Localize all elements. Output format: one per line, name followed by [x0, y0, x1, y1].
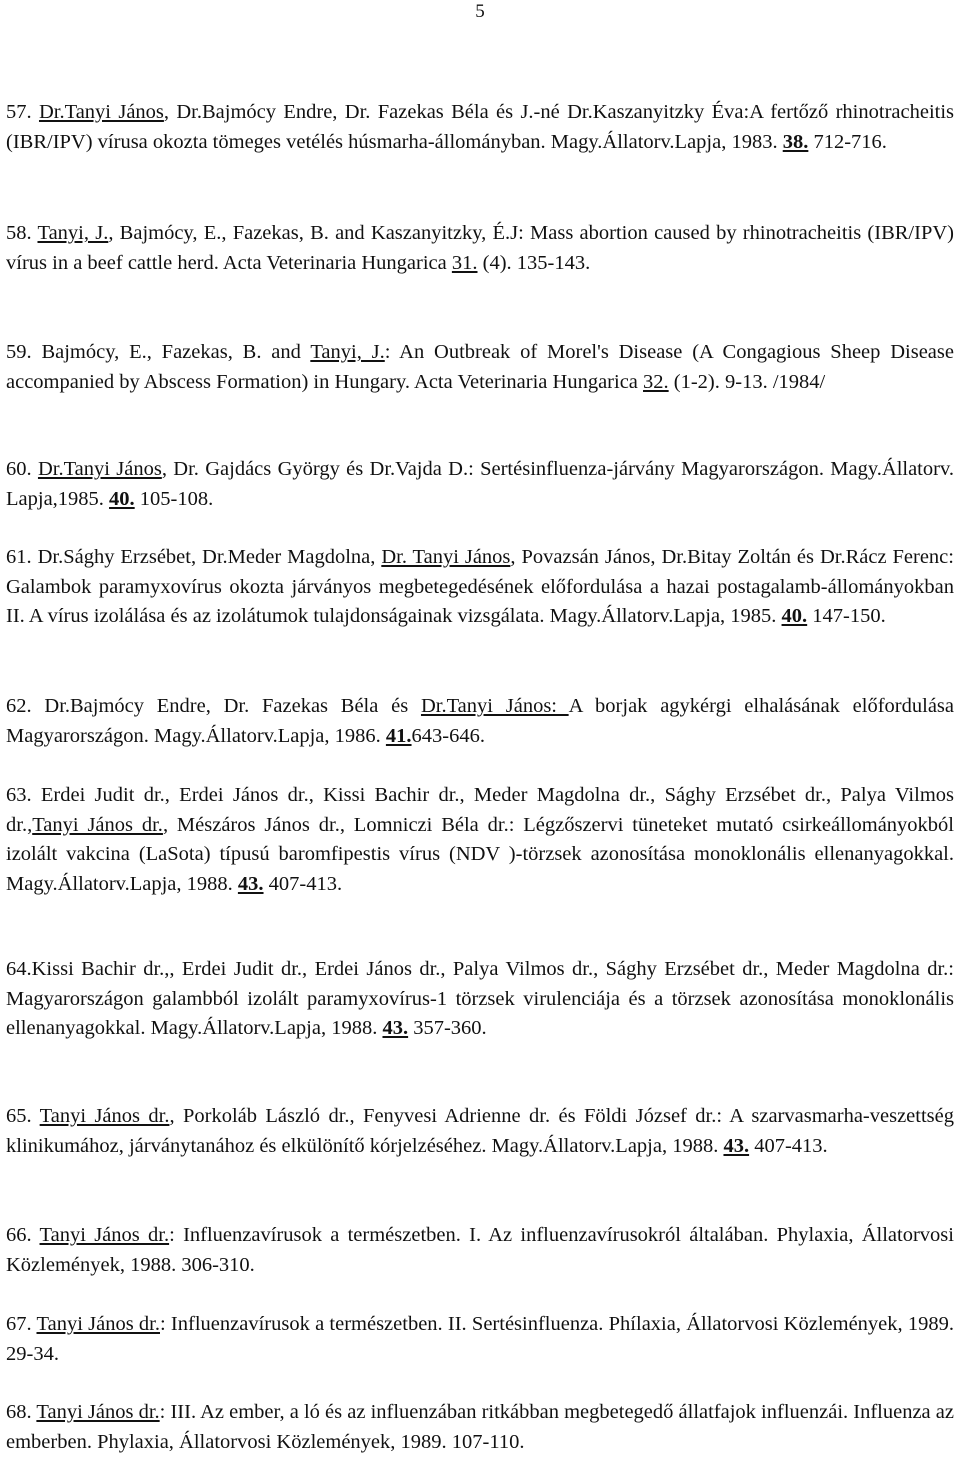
reference-entry-64: [6, 955, 954, 1044]
entry-text: 62. Dr.Bajmócy Endre, Dr. Fazekas Béla és: [6, 695, 421, 717]
reference-entry-58: [6, 219, 954, 278]
entry-text: 65.: [6, 1105, 40, 1127]
entry-text: 407-413.: [263, 872, 343, 895]
entry-text: 61. Dr.Sághy Erzsébet, Dr.Meder Magdolna,: [6, 546, 382, 568]
reference-entry-66: [6, 1221, 954, 1280]
reference-entry-62: [6, 692, 954, 751]
volume-number: 43.: [237, 872, 264, 895]
underlined-author: Dr.Tanyi János: [37, 458, 162, 480]
underlined-author: Tanyi János dr.: [32, 813, 163, 836]
entry-text: (4). 135-143.: [477, 251, 591, 274]
underlined-author: Dr. Tanyi János: [381, 546, 511, 568]
entry-text: , Bajmócy, E., Fazekas, B. and Kaszanyitzky, É.J: Mass abortion caused by rhinotracheitis (IBR/IPV) vírus in a beef cattle herd. Acta Veterinaria Hungarica: [6, 222, 954, 274]
entry-text: : Influenzavírusok a természetben. II. Sertésinfluenza. Phílaxia, Állatorvosi Közlemények, 1989. 29-34.: [6, 1313, 955, 1365]
entry-text: 60.: [6, 458, 38, 480]
entry-text: 59. Bajmócy, E., Fazekas, B. and: [6, 341, 311, 363]
entry-text: 68.: [6, 1401, 37, 1423]
volume-number: 41.: [385, 724, 412, 747]
underlined-author: Tanyi, J.: [37, 222, 109, 244]
entry-text: 643-646.: [411, 724, 485, 747]
reference-entry-65: [6, 1102, 954, 1161]
volume-number: 43.: [382, 1017, 409, 1039]
underlined-author: Tanyi János dr.: [39, 1224, 170, 1246]
entry-text: 67.: [6, 1313, 37, 1335]
underlined-author: Dr.Tanyi János: [38, 101, 164, 123]
volume-number: 40.: [781, 605, 808, 627]
entry-text: 712-716.: [808, 130, 887, 153]
entry-text: 66.: [6, 1224, 40, 1246]
entry-text: , Mészáros János dr., Lomniczi Béla dr.: Légzőszervi tüneteket mutató csirkeállományokból izolált vakcina (LaSota) típusú baromfipestis vírus (NDV )-törzsek azonosítása monoklonális ellenanyagokkal. Magy.Állatorv.Lapja, 1988.: [6, 813, 954, 895]
entry-text: (1-2). 9-13. /1984/: [668, 370, 826, 393]
reference-entry-68: [6, 1398, 954, 1457]
entry-text: 58.: [6, 222, 38, 244]
reference-entry-63: [6, 781, 954, 899]
volume-number: 40.: [109, 487, 135, 510]
volume-number: 43.: [723, 1134, 750, 1157]
reference-entry-61: [6, 543, 954, 632]
entry-text: 63. Erdei Judit dr., Erdei János dr., Kissi Bachir dr., Meder Magdolna dr., Sághy Erzsébet dr., Palya Vilmos dr.,: [6, 784, 954, 836]
entry-text: 357-360.: [408, 1017, 487, 1039]
underlined-author: 31.: [451, 251, 478, 274]
underlined-author: Tanyi János dr.: [36, 1401, 160, 1423]
entry-text: , Povazsán János, Dr.Bitay Zoltán és Dr.Rácz Ferenc: Galambok paramyxovírus okozta járványos megbetegedésének előfordulása a hazai postagalamb-állományokban II. A vírus izolálása és az izolátumok tulajdonságainak vizsgálata. Magy.Állatorv.Lapja, 1985.: [6, 546, 954, 627]
reference-entry-57: [6, 98, 954, 157]
entry-text: 64.Kissi Bachir dr.,, Erdei Judit dr., Erdei János dr., Palya Vilmos dr., Sághy Erzsébet dr., Meder Magdolna dr.: Magyarországon galambból izolált paramyxovírus-1 törzsek virulenciája és a törzsek azonosítása monoklonális ellenanyagokkal. Magy.Állatorv.Lapja, 1988.: [6, 958, 954, 1039]
underlined-author: Dr.Tanyi János:: [420, 695, 569, 717]
underlined-author: 32.: [643, 370, 669, 393]
page-number: 5: [475, 1, 485, 22]
entry-text: : III. Az ember, a ló és az influenzában ritkábban megbetegedő állatfajok influenzái. Influenza az emberben. Phylaxia, Állatorvosi Közlemények, 1989. 107-110.: [6, 1401, 954, 1453]
entry-text: , Dr. Gajdács György és Dr.Vajda D.: Sertésinfluenza-járvány Magyarországon. Magy.Állatorv. Lapja,1985.: [6, 458, 955, 510]
reference-entry-60: [6, 455, 954, 514]
entry-text: 57.: [6, 101, 39, 123]
entry-text: 407-413.: [749, 1134, 828, 1157]
entry-text: , Dr.Bajmócy Endre, Dr. Fazekas Béla és J.-né Dr.Kaszanyitzky Éva:A fertőző rhinotracheitis (IBR/IPV) vírusa okozta tömeges vetélés húsmarha-állományban. Magy.Állatorv.Lapja, 1983.: [6, 101, 955, 153]
underlined-author: Tanyi János dr.: [39, 1105, 170, 1127]
reference-entry-59: [6, 338, 954, 397]
reference-entry-67: [6, 1310, 954, 1369]
entry-text: , Porkoláb László dr., Fenyvesi Adrienne dr. és Földi József dr.: A szarvasmarha-veszettség klinikumához, járványtanához és elkülönítő kórjelzéséhez. Magy.Állatorv.Lapja, 1988.: [6, 1105, 954, 1157]
underlined-author: Tanyi, J.: [310, 341, 385, 363]
entry-text: : An Outbreak of Morel's Disease (A Congagious Sheep Disease accompanied by Abscess Formation) in Hungary. Acta Veterinaria Hungarica: [6, 341, 954, 393]
entry-text: A borjak agykérgi elhalásának előfordulása Magyarországon. Magy.Állatorv.Lapja, 1986.: [6, 695, 954, 747]
volume-number: 38.: [782, 130, 809, 153]
entry-text: : Influenzavírusok a természetben. I. Az influenzavírusokról általában. Phylaxia, Állatorvosi Közlemények, 1988. 306-310.: [6, 1224, 954, 1276]
entry-text: 147-150.: [807, 605, 886, 627]
entry-text: 105-108.: [134, 487, 214, 510]
underlined-author: Tanyi János dr.: [36, 1313, 160, 1335]
